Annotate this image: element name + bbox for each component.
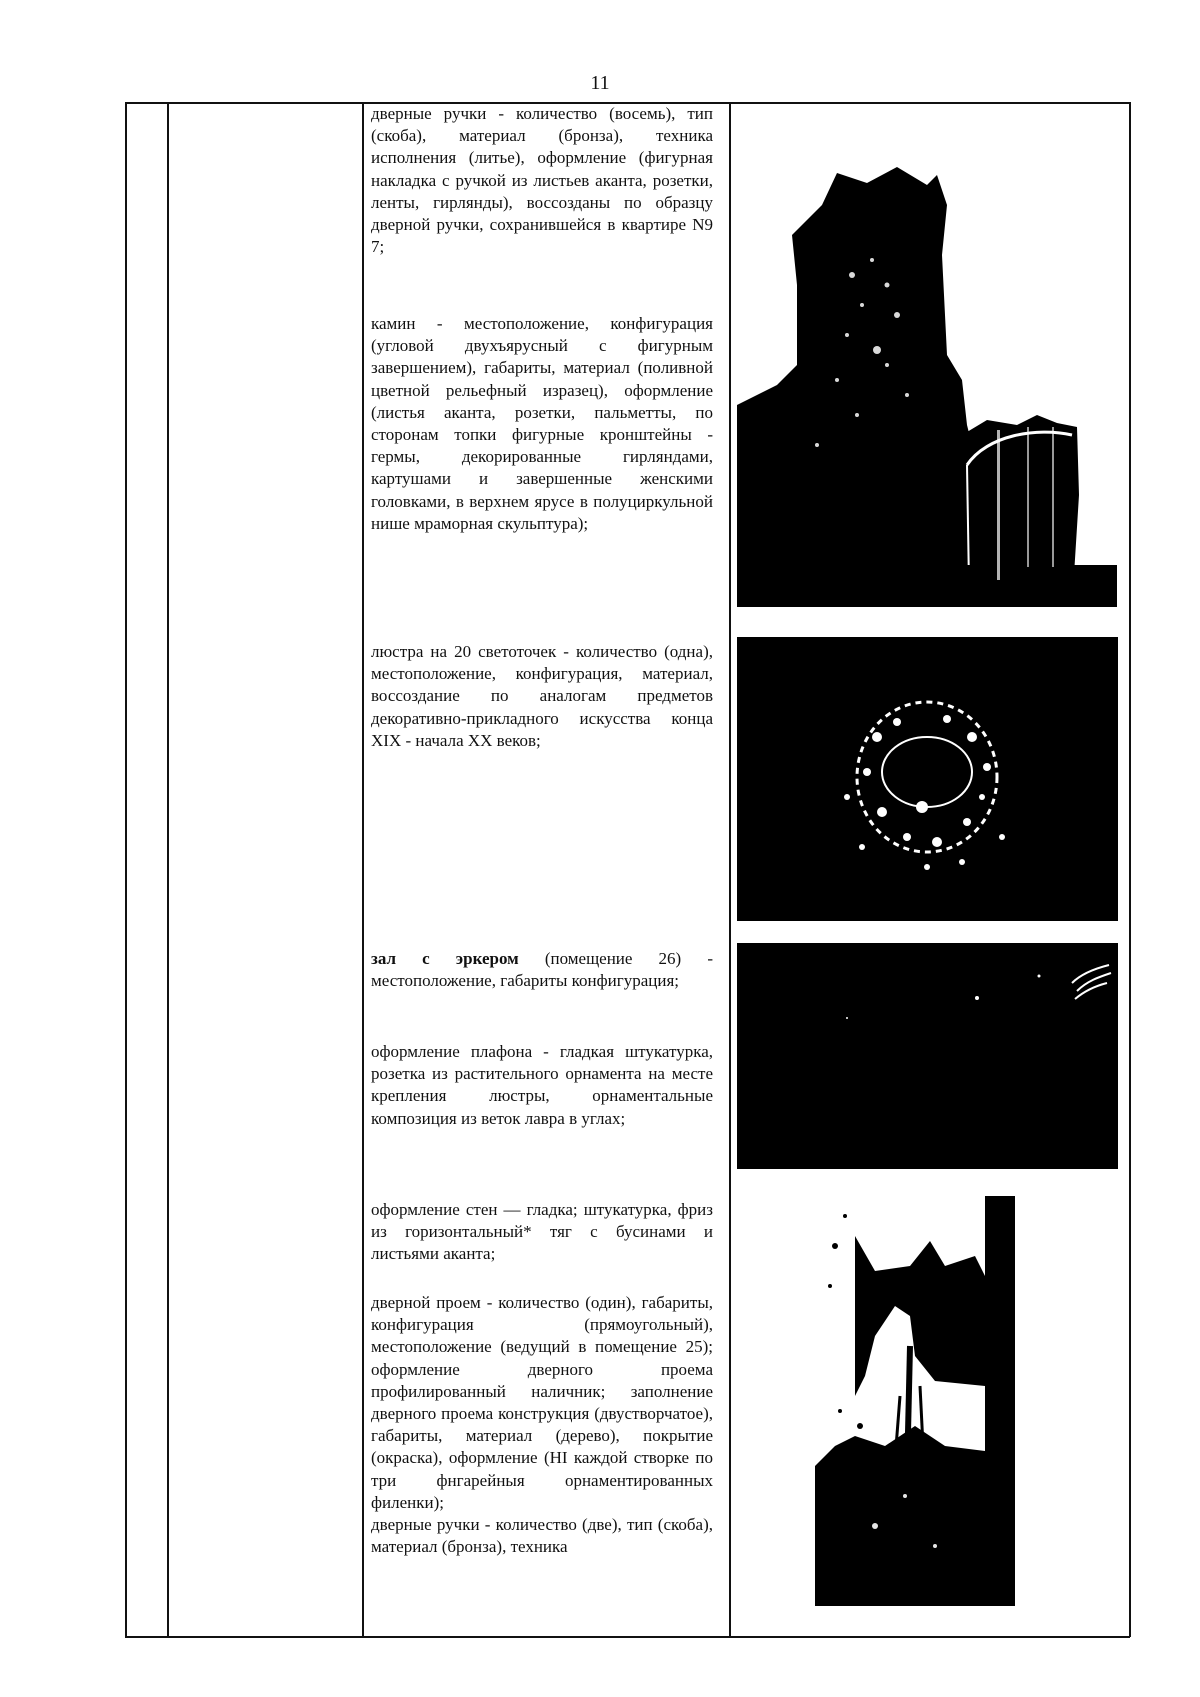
- paragraph-doorway: дверной проем - количество (один), габариты, конфигурация (прямоугольный), местоположение (ведущий в помещение 25); оформление дверного проема профилированный наличник; заполнение дверного проема конструкция (двустворчатое), габариты, материал (дерево), покрытие (окраска), оформление (HI каждой створке по три фнгарейныя орнаментированных филенки);: [371, 1293, 713, 1512]
- column-border-5: [1129, 102, 1131, 1637]
- column-border-4: [729, 102, 731, 1637]
- description-text-3: [371, 641, 713, 752]
- paragraph-door-handles: дверные ручки - количество (восемь), тип (скоба), материал (бронза), техника исполнения (литье), оформление (фигурная накладка с ручкой из листьев аканта, розетки, ленты, гирлянды), воссозданы по образцу дверной ручки, сохранившейся в квартире N9 7;: [371, 104, 713, 257]
- chandelier-photo: [737, 637, 1118, 921]
- door-photo: [815, 1196, 1015, 1606]
- paragraph-door-handles-2: дверные ручки - количество (две), тип (скоба), материал (бронза), техника: [371, 1515, 713, 1557]
- paragraph-walls: оформление стен — гладка; штукатурка, фриз из горизонтальный* тяг с бусинами и листьями аканта;: [371, 1200, 713, 1264]
- column-border-3: [362, 102, 364, 1637]
- description-text-2: [371, 313, 713, 535]
- fireplace-photo: [737, 165, 1117, 607]
- paragraph-chandelier: люстра на 20 светоточек - количество (одна), местоположение, конфигурация, материал, воссоздание по аналогам предметов декоративно-прикладного искусства конца XIX - начала XX веков;: [371, 642, 713, 750]
- column-border-1: [125, 102, 127, 1637]
- page-number: 11: [590, 72, 610, 94]
- column-border-2: [167, 102, 169, 1637]
- description-text-7: [371, 1292, 713, 1558]
- bay-hall-heading: зал с эркером: [371, 949, 519, 968]
- description-text-6: [371, 1199, 713, 1266]
- paragraph-ceiling: оформление плафона - гладкая штукатурка, розетка из растительного орнамента на месте крепления люстры, орнаментальные композиция из веток лавра в углах;: [371, 1042, 713, 1128]
- ceiling-photo: [737, 943, 1118, 1169]
- bay-hall-details: (помещение 26) - местоположение, габариты конфигурация;: [371, 949, 713, 991]
- paragraph-fireplace: камин - местоположение, конфигурация (угловой двухъярусный с фигурным завершением), габариты, материал (поливной цветной рельефный изразец), оформление (листья аканта, розетки, пальметты, по сторонам топки фигурные кронштейны - гермы, декорированные гирляндами, картушами и завершенные женскими головками, в верхнем ярусе в полуциркульной нише мраморная скульптура);: [371, 314, 713, 533]
- paragraph-bay-hall: [371, 948, 713, 992]
- description-text-5: [371, 1041, 713, 1130]
- description-text-1: [371, 103, 713, 258]
- description-text-4: [371, 948, 713, 992]
- table-bottom-border: [125, 1636, 1130, 1638]
